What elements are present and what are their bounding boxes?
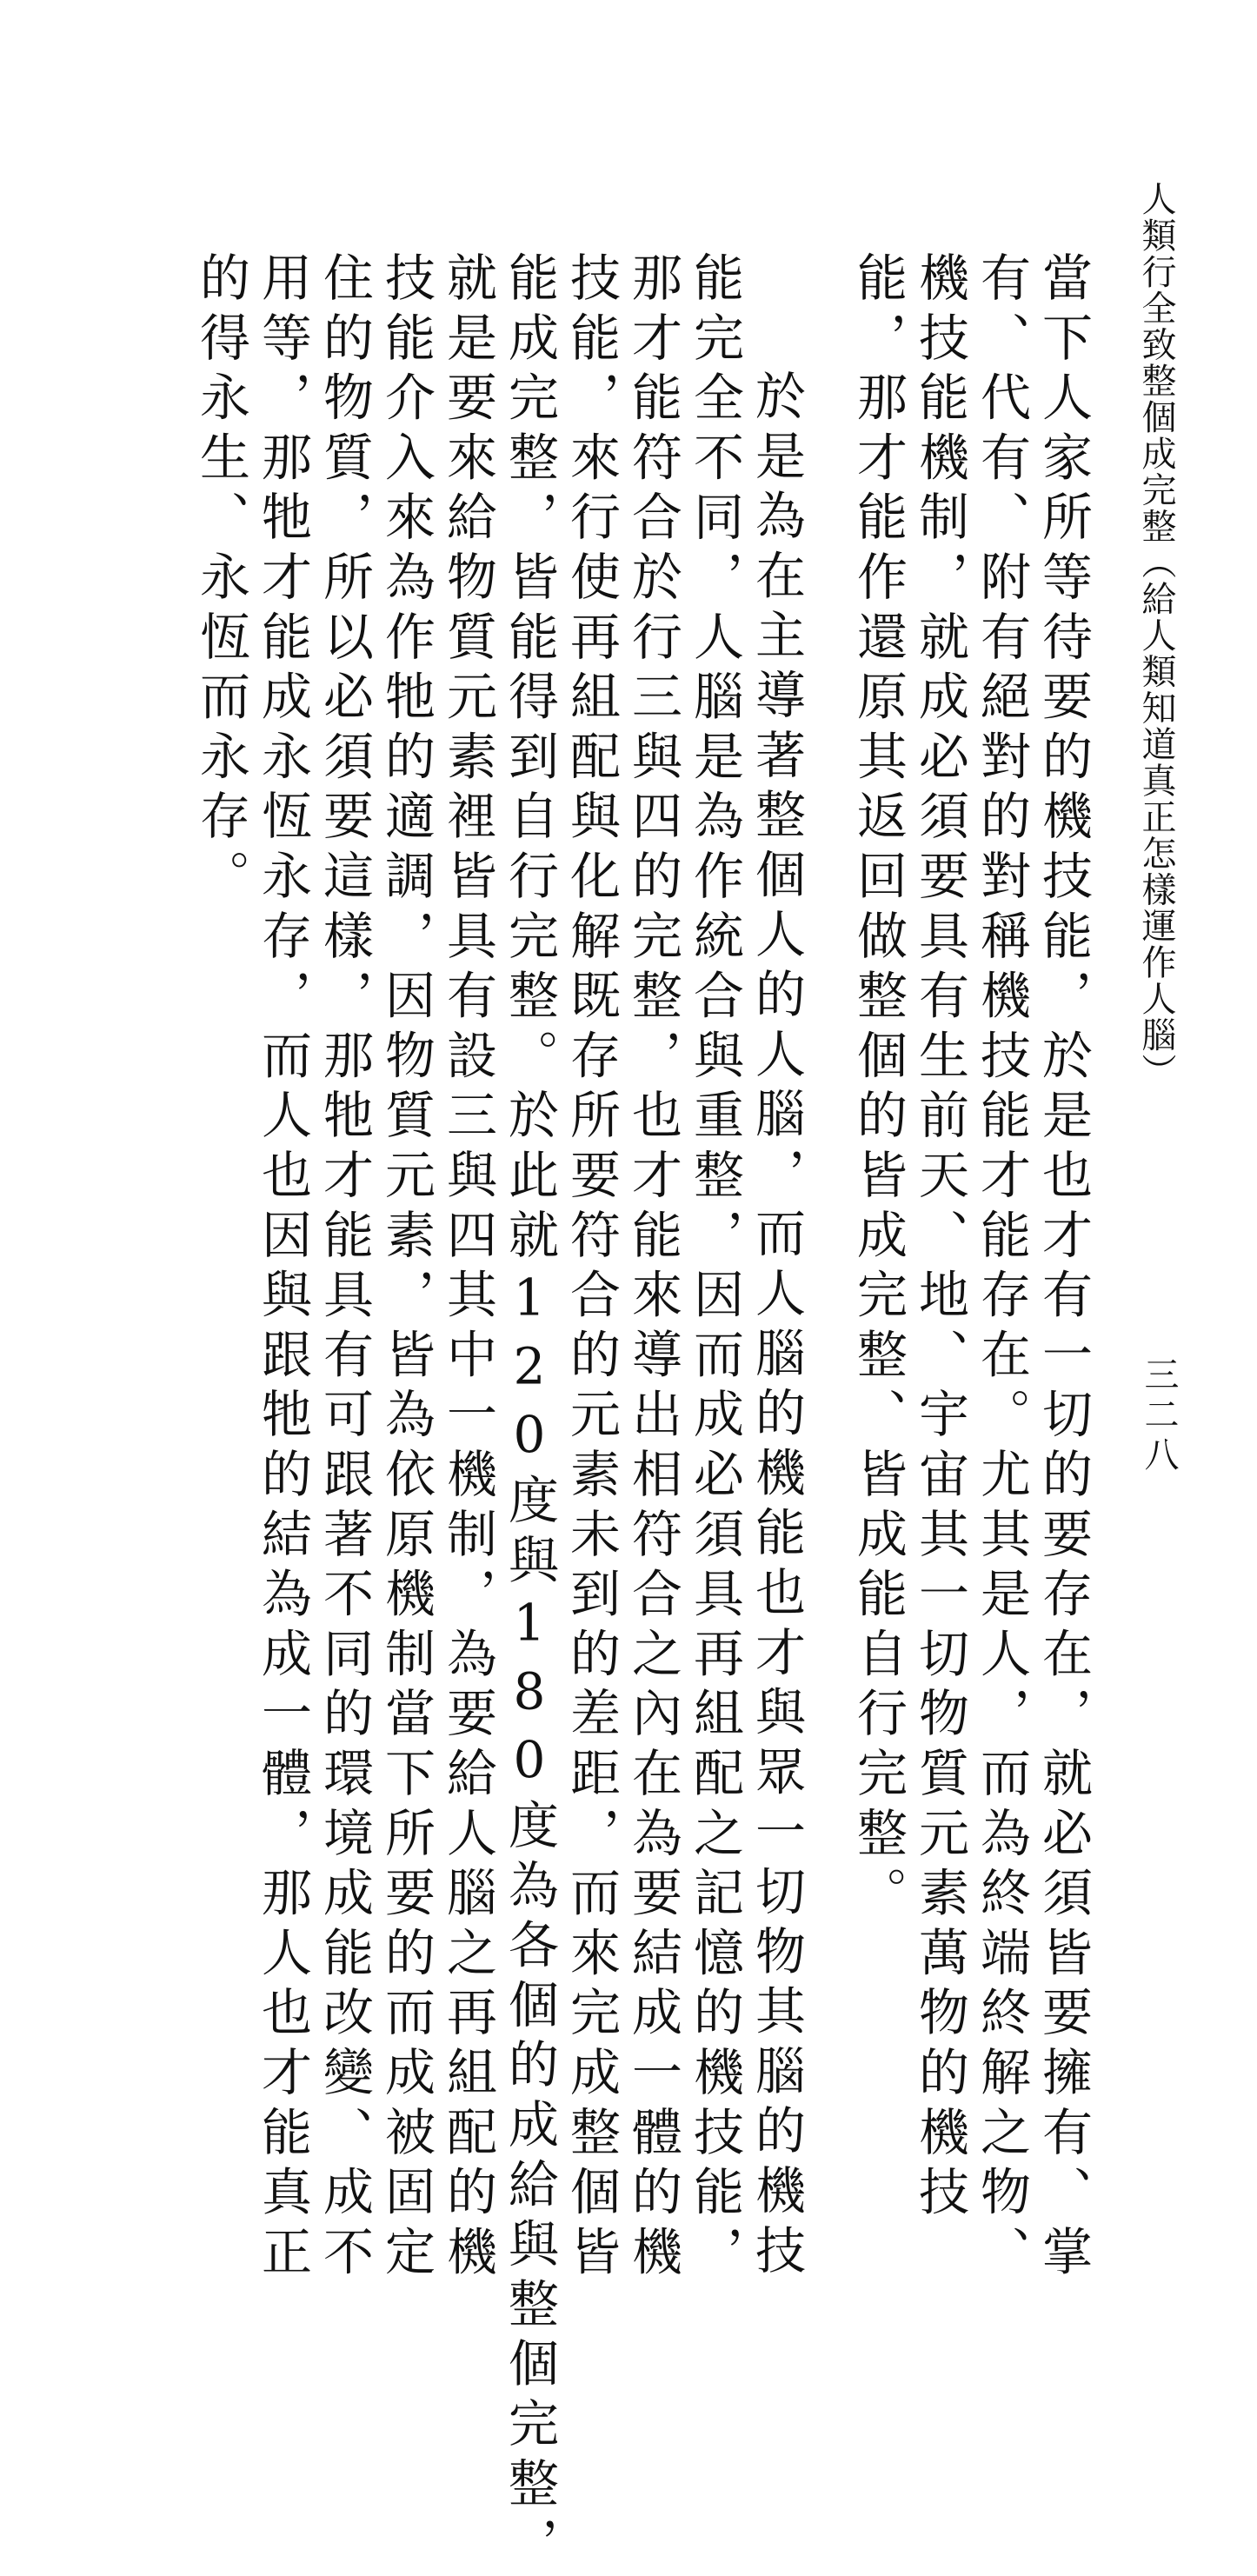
text-line: 有、代有、附有絕對的對稱機技能才能存在。尤其是人，而為終端終解之物、	[972, 251, 1031, 2286]
text-line: 技能，來行使再組配與化解既存所要符合的元素未到的差距，而來完成整個皆	[562, 251, 621, 2286]
text-line: 技能介入來為作牠的適調，因物質元素，皆為依原機制當下所要的而成被固定	[376, 251, 436, 2286]
text-line: 的得永生、永恆而永存。	[191, 251, 250, 909]
text-line: 用等，那牠才能成永恆永存，而人也因與跟牠的結為成一體，那人也才能真正	[253, 251, 312, 2286]
text-line: 能，那才能作還原其返回做整個的皆成完整、皆成能自行完整。	[848, 251, 908, 1927]
text-line: 那才能符合於行三與四的完整，也才能來導出相符合之內在為要結成一體的機	[623, 251, 682, 2286]
page-number: 三二八	[1139, 1356, 1179, 1476]
text-line: 能完全不同，人腦是為作統合與重整，因而成必須具再組配之記憶的機技能，	[685, 251, 744, 2286]
text-line: 住的物質，所以必須要這樣，那牠才能具有可跟著不同的環境成能改變、成不	[315, 251, 374, 2286]
running-title: 人類行全致整個成完整（給人類知道真正怎樣運作人腦）	[1136, 181, 1176, 1089]
text-line: 於是為在主導著整個人的人腦，而人腦的機能也才與眾一切物其腦的機技	[747, 369, 806, 2284]
text-line: 當下人家所等待要的機技能，於是也才有一切的要存在，就必須皆要擁有、掌	[1034, 251, 1093, 2286]
text-line: 就是要來給物質元素裡皆具有設三與四其中一機制，為要給人腦之再組配的機	[438, 251, 497, 2286]
text-line: 機技能機制，就成必須要具有生前天、地、宇宙其一切物質元素萬物的機技	[910, 251, 969, 2226]
text-line: 能成完整，皆能得到自行完整。於此就120度與180度為各個的成給與整個完整，	[500, 251, 559, 2576]
